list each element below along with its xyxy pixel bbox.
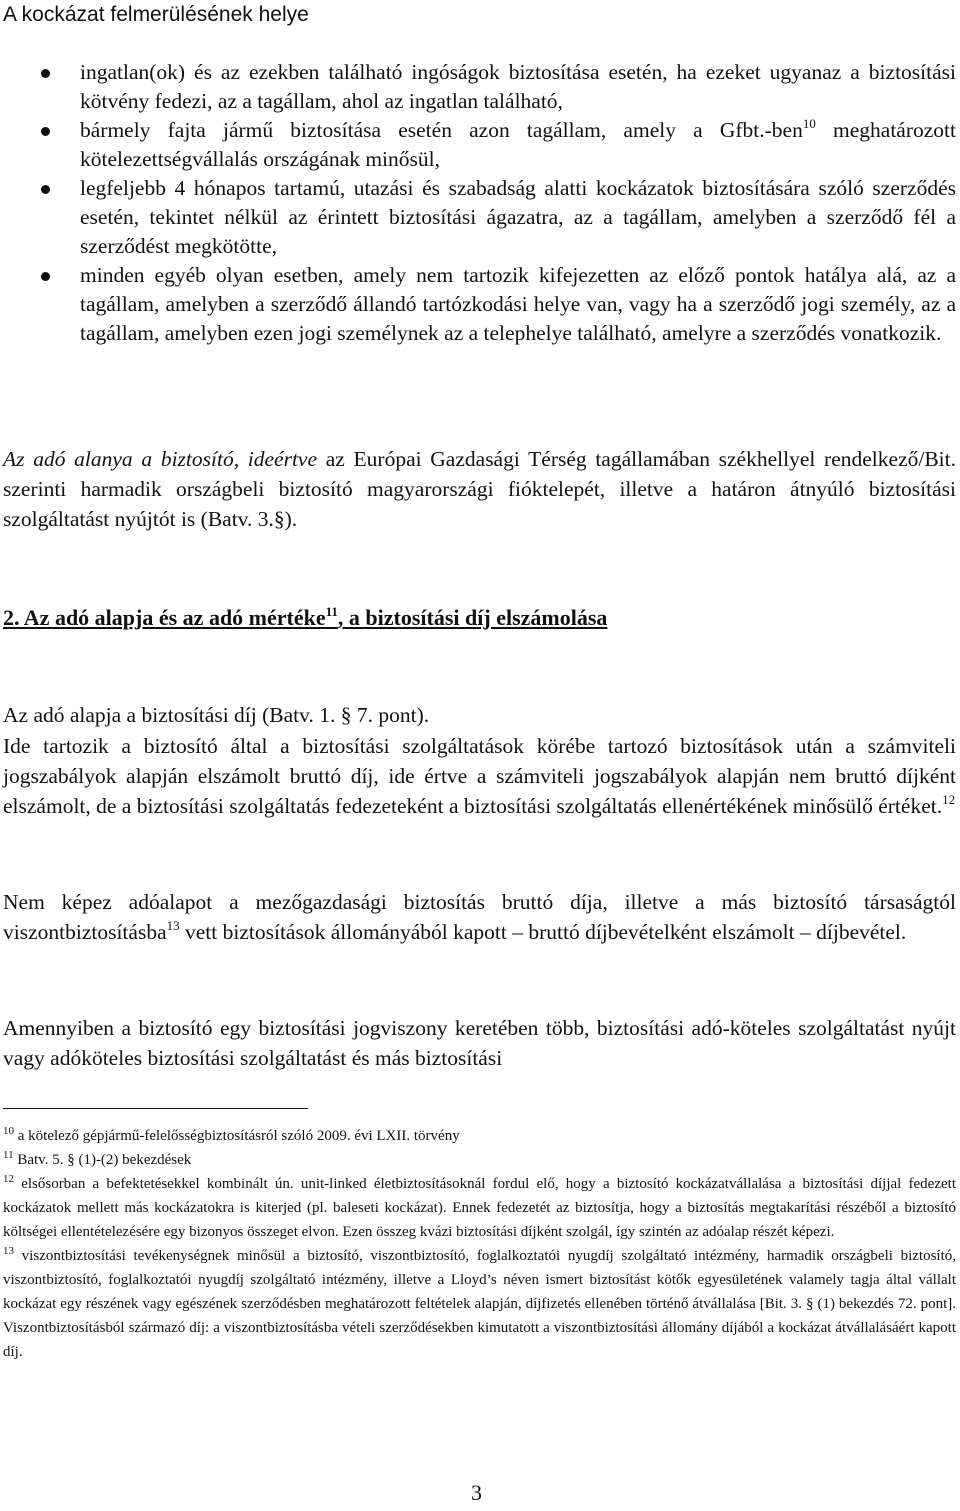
section-title-text: Az adó alapja és az adó mértéke <box>19 605 326 630</box>
list-item <box>0 58 960 116</box>
footnote-text: elsősorban a befektetésekkel kombinált ún. unit-linked életbiztosításoknál fordul elő, hogy a biztosító kockázatvállalása a biztosítási díjjal fedezett kockázatok mellett más kockázatokra is kiterjed (pl. baleseti kockázat). Ennek fedezetét az biztosítja, hogy a biztosítás megtakarítási részéből a biztosító költségei ellentételezésére egy bizonyos összeget elvon. Ezen összeg kvázi biztosítási díjként szolgál, így szintén az adóalap részét képezi. <box>3 1176 956 1240</box>
footnotes <box>3 1124 956 1364</box>
bullet-icon <box>41 272 50 281</box>
footnote-11 <box>3 1148 956 1172</box>
footnote-divider <box>3 1108 308 1109</box>
footnote-text: Batv. 5. § (1)-(2) bekezdések <box>13 1152 192 1168</box>
bullet-list <box>0 58 960 348</box>
footnote-ref-12[interactable]: 12 <box>942 792 956 807</box>
footnote-ref-11[interactable]: 11 <box>325 604 338 619</box>
footnote-text: viszontbiztosítási tevékenységnek minősül a biztosító, viszontbiztosító, foglalkoztatói nyugdíj szolgáltató intézmény, harmadik országbeli biztosító, viszontbiztosító, foglalkoztatói nyugdíj szolgáltató intézmény, illetve a Lloyd’s néven ismert biztosítást kötők egyesületének valamely tagja által vállalt kockázat egy részének vagy egészének szerződésben meghatározott feltételek alapján, díjfizetés ellenében történő átvállalása [Bit. 3. § (1) bekezdés 72. pont]. Viszontbiztosításból származó díj: a viszontbiztosításba vételi szerződésekben kimutatott a viszontbiztosítási állomány díjából a kockázat átvállalásáért kapott díj. <box>3 1248 956 1360</box>
paragraph-tax-subject <box>3 444 956 534</box>
bullet-icon <box>41 127 50 136</box>
paragraph-text: az Európai Gazdasági Térség tagállamában székhellyel rendelkező/Bit. szerinti harmadik országbeli biztosító magyarországi fióktelepét, illetve a határon átnyúló biztosítási szolgáltatást nyújtót is (Batv. 3.§). <box>3 447 956 531</box>
paragraph-text: vett biztosítások állományából kapott – bruttó díjbevételként elszámolt – díjbevétel. <box>179 920 907 944</box>
footnote-number: 11 <box>3 1149 14 1161</box>
list-item-text: minden egyéb olyan esetben, amely nem tartozik kifejezetten az előző pontok hatálya alá, az a tagállam, amelyben a szerződő állandó tartózkodási helye van, vagy ha a szerződő jogi személy, az a tagállam, amelyben ezen jogi személynek az a telephelye található, amelyre a szerződés vonatkozik. <box>80 263 956 345</box>
paragraph-excluded <box>3 887 956 947</box>
paragraph-included <box>3 731 956 821</box>
page-number: 3 <box>471 1480 482 1505</box>
footnote-number: 10 <box>3 1125 14 1137</box>
list-item-text: meghatározott kötelezettségvállalás országának minősül, <box>80 118 956 171</box>
footnote-10 <box>3 1124 956 1148</box>
list-item-text: legfeljebb 4 hónapos tartamú, utazási és szabadság alatti kockázatok biztosítására szóló szerződés esetén, tekintet nélkül az érintett biztosítási ágazatra, az a tagállam, amelyben a szerződő fél a szerződést megkötötte, <box>80 176 956 258</box>
list-item-text: ingatlan(ok) és az ezekben található ingóságok biztosítása esetén, ha ezeket ugyanaz a biztosítási kötvény fedezi, az a tagállam, ahol az ingatlan található, <box>80 60 956 113</box>
paragraph-text: Ide tartozik a biztosító által a biztosítási szolgáltatások körébe tartozó biztosítások után a számviteli jogszabályok alapján elszámolt bruttó díj, ide értve a számviteli jogszabályok alapján nem bruttó díjként elszámolt, de a biztosítási szolgáltatás fedezeteként a biztosítási szolgáltatás ellenértékének minősülő értéket. <box>3 734 956 818</box>
section-title-text: , a biztosítási díj elszámolása <box>337 605 608 630</box>
paragraph-text: Nem képez adóalapot a mezőgazdasági biztosítás bruttó díja, illetve a más biztosító társaságtól viszontbiztosításba <box>3 890 956 944</box>
italic-text: Az adó alanya a biztosító, ideértve <box>3 447 318 471</box>
list-item <box>0 116 960 174</box>
list-item-text: bármely fajta jármű biztosítása esetén azon tagállam, amely a Gfbt.-ben <box>80 118 803 142</box>
list-item <box>0 261 960 348</box>
footnote-ref-10[interactable]: 10 <box>802 116 816 131</box>
list-item <box>0 174 960 261</box>
paragraph-multiple-services: Amennyiben a biztosító egy biztosítási jogviszony keretében több, biztosítási adó-köteles szolgáltatást nyújt vagy adóköteles biztosítási szolgáltatást és más biztosítási <box>3 1016 956 1070</box>
footnote-12 <box>3 1172 956 1244</box>
paragraph-tax-base: Az adó alapja a biztosítási díj (Batv. 1. § 7. pont). <box>3 703 430 727</box>
section-title <box>3 603 607 633</box>
footnote-ref-13[interactable]: 13 <box>166 918 180 933</box>
footnote-text: a kötelező gépjármű-felelősségbiztosításról szóló 2009. évi LXII. törvény <box>14 1128 460 1144</box>
footnote-13 <box>3 1244 956 1364</box>
section-number: 2. <box>3 605 20 630</box>
footnote-number: 12 <box>3 1173 14 1185</box>
section-heading: A kockázat felmerülésének helye <box>3 3 309 26</box>
bullet-icon <box>41 185 50 194</box>
footnote-number: 13 <box>3 1245 14 1257</box>
bullet-icon <box>41 69 50 78</box>
